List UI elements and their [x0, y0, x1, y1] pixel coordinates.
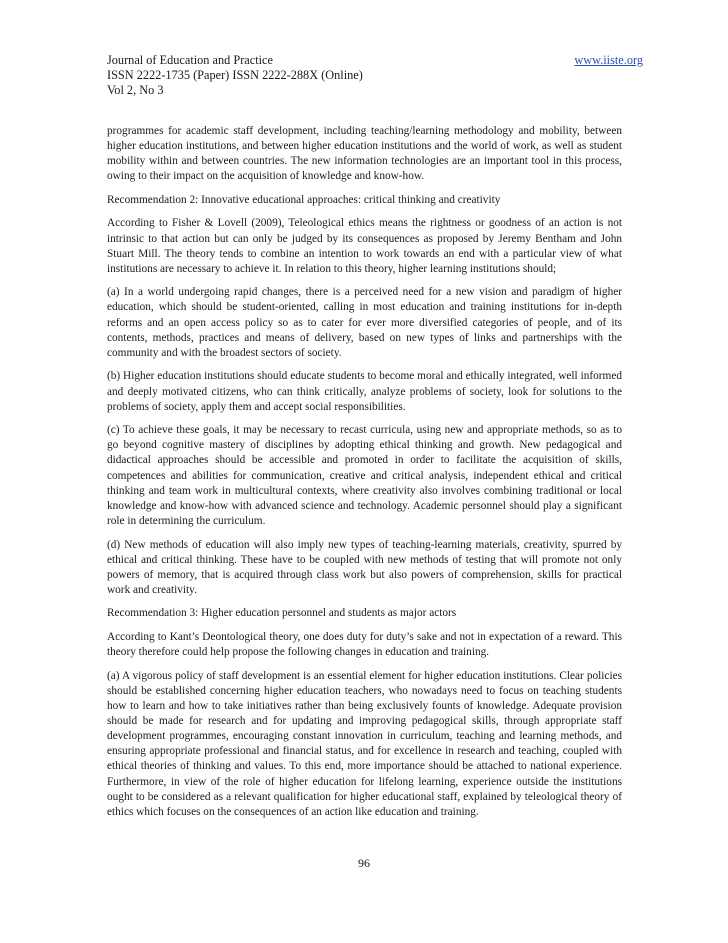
paragraph: (b) Higher education institutions should educate students to become moral and ethically integrated, well informed and deeply motivated citizens, who can think critically, analyze problems of society, look for solutions to the problems of society, apply them and accept social responsibilities.: [107, 370, 622, 413]
body-text: [107, 124, 622, 828]
recommendation-heading: Recommendation 2: Innovative educational approaches: critical thinking and creativity: [107, 193, 501, 206]
paragraph: According to Fisher & Lovell (2009), Teleological ethics means the rightness or goodness of an action is not intrinsic to that action but can only be judged by its consequences as proposed by Jeremy Bentham and John Stuart Mill. The theory tends to combine an intention to work towards an end with a particular view of what institutions are necessary to achieve it. In relation to this theory, higher learning institutions should;: [107, 217, 622, 275]
issn-line: ISSN 2222-1735 (Paper) ISSN 2222-288X (Online): [107, 68, 363, 82]
paragraph: (a) A vigorous policy of staff development is an essential element for higher education institutions. Clear policies should be established concerning higher education teachers, who nowadays need to focus on teaching students how to learn and how to take initiatives rather than being exclusively founts of knowledge. Adequate provision should be made for research and for updating and improving pedagogical skills, through appropriate staff development programmes, encouraging constant innovation in curriculum, teaching and learning methods, and ensuring appropriate professional and financial status, and for excellence in research and teaching, coupled with ethical theories of thinking and values. To this end, more importance should be attached to national experience. Furthermore, in view of the role of higher education for lifelong learning, experience outside the institutions ought to be considered as a relevant qualification for higher educational staff, explained by teleological theory of ethics which focuses on the consequences of an action like education and training.: [107, 669, 622, 818]
website-link[interactable]: www.iiste.org: [574, 53, 643, 67]
paragraph: programmes for academic staff development, including teaching/learning methodology and mobility, between higher education institutions, and between higher education institutions and the world of work, as well as student mobility within and between countries. The new information technologies are an important tool in this process, owing to their impact on the acquisition of knowledge and know-how.: [107, 125, 622, 183]
volume-line: Vol 2, No 3: [107, 83, 164, 97]
paragraph: (a) In a world undergoing rapid changes, there is a perceived need for a new vision and paradigm of higher education, which should be student-oriented, calling in most education and training institutions for in-depth reforms and an open access policy so as to cater for ever more diversified categories of people, and of its contents, methods, practices and means of delivery, based on new types of links and partnerships with the community and with the broadest sectors of society.: [107, 286, 622, 359]
journal-title: Journal of Education and Practice: [107, 53, 273, 67]
page-header: [107, 53, 643, 98]
paragraph: (c) To achieve these goals, it may be necessary to recast curricula, using new and appropriate methods, so as to go beyond cognitive mastery of disciplines by adopting ethical thinking and growth. New pedagogical and didactical approaches should be accessible and promoted in order to facilitate the acquisition of skills, competences and abilities for communication, creative and critical analysis, independent ethical and critical thinking and team work in multicultural contexts, where creativity also involves combining traditional or local knowledge and know-how with advanced science and technology. Academic personnel should play a significant role in determining the curriculum.: [107, 424, 622, 528]
page-number: 96: [358, 856, 370, 870]
header-row: [107, 53, 643, 68]
recommendation-heading: Recommendation 3: Higher education personnel and students as major actors: [107, 607, 457, 620]
paragraph: According to Kant’s Deontological theory, one does duty for duty’s sake and not in expectation of a reward. This theory therefore could help propose the following changes in education and training.: [107, 630, 622, 659]
paragraph: (d) New methods of education will also imply new types of teaching-learning materials, creativity, spurred by ethical and critical thinking. These have to be coupled with new methods of testing that will promote not only powers of memory, that is acquired through class work but also powers of comprehension, skills for practical work and creativity.: [107, 538, 622, 596]
